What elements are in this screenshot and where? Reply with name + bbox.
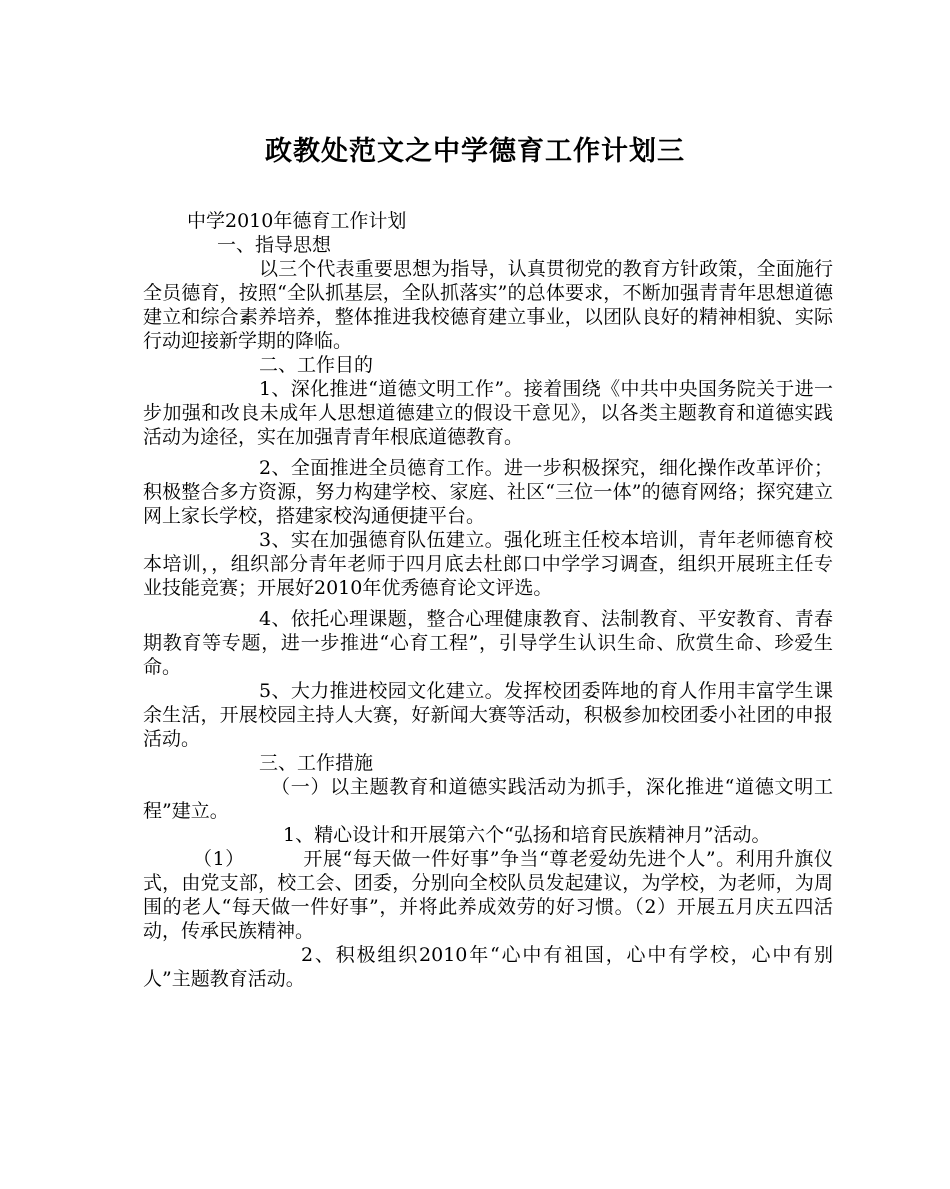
document-body <box>143 209 833 991</box>
section-3-title: 三、工作措施 <box>259 752 374 774</box>
goal-5-paragraph: 5、大力推进校园文化建立。发挥校团委阵地的育人作用丰富学生课余生活，开展校园主持人大赛，好新闻大赛等活动，积极参加校团委小社团的申报活动。 <box>143 680 833 750</box>
section-1-title: 一、指导思想 <box>217 234 332 256</box>
goal-1-paragraph: 1、深化推进“道德文明工作”。接着围绕《中共中央国务院关于进一步加强和改良未成年人思想道德建立的假设干意见》，以各类主题教育和道德实践活动为途径，实在加强青青年根底道德教育。 <box>143 378 833 448</box>
measure-1-paragraph: （一）以主题教育和道德实践活动为抓手，深化推进“道德文明工程”建立。 <box>143 776 833 822</box>
plan-heading: 中学2010年德育工作计划 <box>187 210 407 232</box>
measure-item-1a <box>143 847 833 943</box>
section-2-title: 二、工作目的 <box>259 354 374 376</box>
section-1-paragraph: 以三个代表重要思想为指导，认真贯彻党的教育方针政策，全面施行全员德育，按照“全队抓基层，全队抓落实”的总体要求，不断加强青青年思想道德建立和综合素养培养，整体推进我校德育建立事业，以团队良好的精神相貌、实际行动迎接新学期的降临。 <box>143 258 833 352</box>
goal-2-paragraph: 2、全面推进全员德育工作。进一步积极探究，细化操作改革评价；积极整合多方资源，努力构建学校、家庭、社区“三位一体”的德育网络；探究建立网上家长学校，搭建家校沟通便捷平台。 <box>143 457 833 527</box>
measure-item-2: 2、积极组织2010年“心中有祖国，心中有学校，心中有别人”主题教育活动。 <box>143 944 833 990</box>
measure-item-1a-number: （1） <box>193 848 245 870</box>
measure-item-1: 1、精心设计和开展第六个“弘扬和培育民族精神月”活动。 <box>283 824 771 846</box>
measure-item-1a-text: 开展“每天做一件好事”争当“尊老爱幼先进个人”。利用升旗仪式，由党支部，校工会、团委，分别向全校队员发起建议，为学校，为老师，为周围的老人“每天做一件好事”，并将此养成效劳的好习惯。（2）开展五月庆五四活动，传承民族精神。 <box>143 848 833 942</box>
goal-4-paragraph: 4、依托心理课题，整合心理健康教育、法制教育、平安教育、青春期教育等专题，进一步推进“心育工程”，引导学生认识生命、欣赏生命、珍爱生命。 <box>143 608 833 678</box>
goal-3-paragraph: 3、实在加强德育队伍建立。强化班主任校本培训，青年老师德育校本培训，，组织部分青年老师于四月底去杜郎口中学学习调查，组织开展班主任专业技能竞赛；开展好2010年优秀德育论文评选。 <box>143 529 833 599</box>
document-title: 政教处范文之中学德育工作计划三 <box>265 136 685 167</box>
